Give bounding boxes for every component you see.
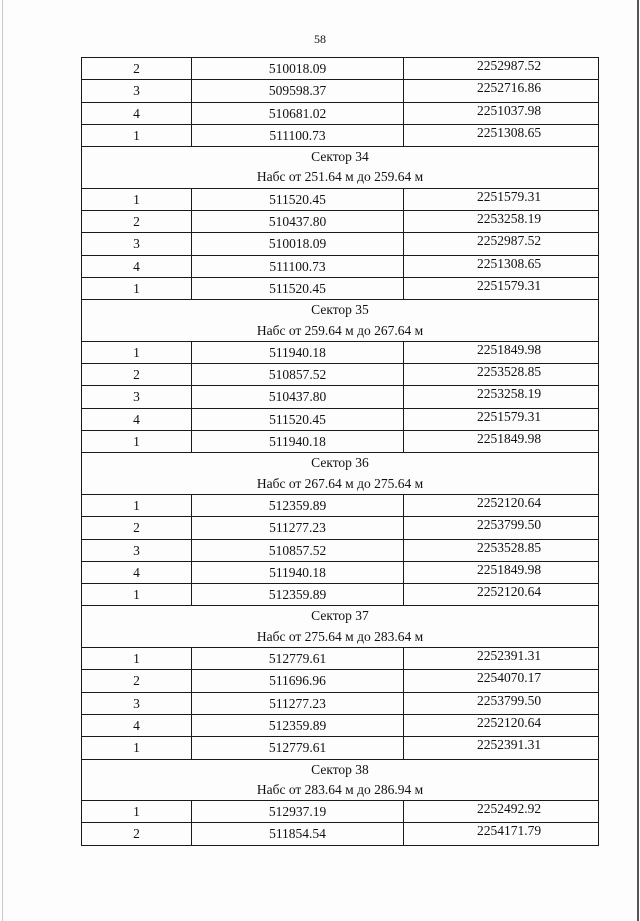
- sector-header: [82, 606, 599, 648]
- x-coordinate-cell: 510857.52: [192, 364, 404, 386]
- x-coordinate-cell: 510681.02: [192, 102, 404, 124]
- page-edge-right: [637, 0, 639, 921]
- y-coordinate-cell: 2251849.98: [404, 431, 599, 453]
- x-coordinate-cell: 511854.54: [192, 823, 404, 845]
- sector-header-row: [82, 759, 599, 801]
- y-coordinate-cell: 2251579.31: [404, 188, 599, 210]
- table-row: [82, 102, 599, 124]
- table-row: [82, 188, 599, 210]
- point-number-cell: 1: [82, 277, 192, 299]
- page-edge-left: [2, 0, 3, 921]
- point-number-cell: 2: [82, 211, 192, 233]
- x-coordinate-cell: 511940.18: [192, 341, 404, 363]
- x-coordinate-cell: 511940.18: [192, 431, 404, 453]
- y-coordinate-cell: 2252120.64: [404, 584, 599, 606]
- y-coordinate-cell: 2251037.98: [404, 102, 599, 124]
- x-coordinate-cell: 510437.80: [192, 211, 404, 233]
- y-coordinate-cell: 2252120.64: [404, 494, 599, 516]
- table-row: [82, 714, 599, 736]
- y-coordinate-cell: 2251849.98: [404, 341, 599, 363]
- point-number-cell: 1: [82, 341, 192, 363]
- y-coordinate-cell: 2253799.50: [404, 517, 599, 539]
- sector-title: Сектор 34: [311, 149, 369, 165]
- table-row: [82, 494, 599, 516]
- sector-height-range: Набс от 251.64 м до 259.64 м: [256, 169, 424, 185]
- y-coordinate-cell: 2252391.31: [404, 737, 599, 759]
- coordinates-table: [81, 57, 599, 846]
- sector-header-row: [82, 300, 599, 342]
- sector-height-range: Набс от 267.64 м до 275.64 м: [256, 475, 424, 491]
- x-coordinate-cell: 511520.45: [192, 277, 404, 299]
- sector-height-range: Набс от 259.64 м до 267.64 м: [256, 322, 424, 338]
- point-number-cell: 1: [82, 494, 192, 516]
- coordinates-table-body: [82, 58, 599, 846]
- point-number-cell: 3: [82, 233, 192, 255]
- page-number: 58: [314, 32, 326, 46]
- table-row: [82, 80, 599, 102]
- y-coordinate-cell: 2252120.64: [404, 714, 599, 736]
- x-coordinate-cell: 512359.89: [192, 494, 404, 516]
- y-coordinate-cell: 2253258.19: [404, 211, 599, 233]
- x-coordinate-cell: 510857.52: [192, 539, 404, 561]
- table-row: [82, 648, 599, 670]
- x-coordinate-cell: 512937.19: [192, 801, 404, 823]
- sector-height-range: Набс от 275.64 м до 283.64 м: [256, 628, 424, 644]
- x-coordinate-cell: 512779.61: [192, 648, 404, 670]
- x-coordinate-cell: 511940.18: [192, 561, 404, 583]
- x-coordinate-cell: 511100.73: [192, 124, 404, 146]
- table-row: [82, 341, 599, 363]
- x-coordinate-cell: 511100.73: [192, 255, 404, 277]
- point-number-cell: 1: [82, 188, 192, 210]
- point-number-cell: 4: [82, 255, 192, 277]
- sector-header: [82, 147, 599, 189]
- point-number-cell: 2: [82, 58, 192, 80]
- point-number-cell: 3: [82, 539, 192, 561]
- table-row: [82, 801, 599, 823]
- point-number-cell: 3: [82, 80, 192, 102]
- sector-header: [82, 453, 599, 495]
- y-coordinate-cell: 2251579.31: [404, 277, 599, 299]
- y-coordinate-cell: 2253799.50: [404, 692, 599, 714]
- sector-title: Сектор 37: [311, 608, 369, 624]
- sector-title: Сектор 35: [311, 302, 369, 318]
- y-coordinate-cell: 2251308.65: [404, 255, 599, 277]
- x-coordinate-cell: 510018.09: [192, 58, 404, 80]
- point-number-cell: 1: [82, 648, 192, 670]
- table-row: [82, 386, 599, 408]
- y-coordinate-cell: 2251308.65: [404, 124, 599, 146]
- point-number-cell: 3: [82, 692, 192, 714]
- y-coordinate-cell: 2251849.98: [404, 561, 599, 583]
- x-coordinate-cell: 512359.89: [192, 584, 404, 606]
- table-row: [82, 539, 599, 561]
- x-coordinate-cell: 509598.37: [192, 80, 404, 102]
- x-coordinate-cell: 512359.89: [192, 714, 404, 736]
- point-number-cell: 2: [82, 364, 192, 386]
- table-row: [82, 692, 599, 714]
- point-number-cell: 2: [82, 823, 192, 845]
- sector-header: [82, 300, 599, 342]
- point-number-cell: 4: [82, 561, 192, 583]
- y-coordinate-cell: 2254070.17: [404, 670, 599, 692]
- x-coordinate-cell: 511520.45: [192, 188, 404, 210]
- table-row: [82, 431, 599, 453]
- y-coordinate-cell: 2252492.92: [404, 801, 599, 823]
- table-row: [82, 233, 599, 255]
- table-row: [82, 561, 599, 583]
- point-number-cell: 1: [82, 124, 192, 146]
- table-row: [82, 211, 599, 233]
- y-coordinate-cell: 2253258.19: [404, 386, 599, 408]
- y-coordinate-cell: 2252987.52: [404, 233, 599, 255]
- point-number-cell: 1: [82, 431, 192, 453]
- x-coordinate-cell: 511696.96: [192, 670, 404, 692]
- point-number-cell: 3: [82, 386, 192, 408]
- y-coordinate-cell: 2252987.52: [404, 58, 599, 80]
- point-number-cell: 2: [82, 517, 192, 539]
- table-row: [82, 584, 599, 606]
- y-coordinate-cell: 2253528.85: [404, 539, 599, 561]
- sector-height-range: Набс от 283.64 м до 286.94 м: [256, 781, 424, 797]
- y-coordinate-cell: 2253528.85: [404, 364, 599, 386]
- sector-header-row: [82, 453, 599, 495]
- table-row: [82, 517, 599, 539]
- sector-header-row: [82, 147, 599, 189]
- y-coordinate-cell: 2254171.79: [404, 823, 599, 845]
- sector-title: Сектор 38: [311, 761, 369, 777]
- table-row: [82, 124, 599, 146]
- x-coordinate-cell: 510437.80: [192, 386, 404, 408]
- x-coordinate-cell: 512779.61: [192, 737, 404, 759]
- x-coordinate-cell: 511277.23: [192, 517, 404, 539]
- point-number-cell: 1: [82, 584, 192, 606]
- y-coordinate-cell: 2252716.86: [404, 80, 599, 102]
- y-coordinate-cell: 2252391.31: [404, 648, 599, 670]
- table-row: [82, 255, 599, 277]
- sector-title: Сектор 36: [311, 455, 369, 471]
- point-number-cell: 4: [82, 102, 192, 124]
- table-row: [82, 737, 599, 759]
- sector-header: [82, 759, 599, 801]
- point-number-cell: 1: [82, 737, 192, 759]
- table-row: [82, 408, 599, 430]
- point-number-cell: 4: [82, 408, 192, 430]
- table-row: [82, 58, 599, 80]
- point-number-cell: 1: [82, 801, 192, 823]
- table-row: [82, 670, 599, 692]
- x-coordinate-cell: 511520.45: [192, 408, 404, 430]
- table-row: [82, 277, 599, 299]
- point-number-cell: 4: [82, 714, 192, 736]
- point-number-cell: 2: [82, 670, 192, 692]
- table-row: [82, 364, 599, 386]
- x-coordinate-cell: 511277.23: [192, 692, 404, 714]
- x-coordinate-cell: 510018.09: [192, 233, 404, 255]
- table-row: [82, 823, 599, 845]
- y-coordinate-cell: 2251579.31: [404, 408, 599, 430]
- sector-header-row: [82, 606, 599, 648]
